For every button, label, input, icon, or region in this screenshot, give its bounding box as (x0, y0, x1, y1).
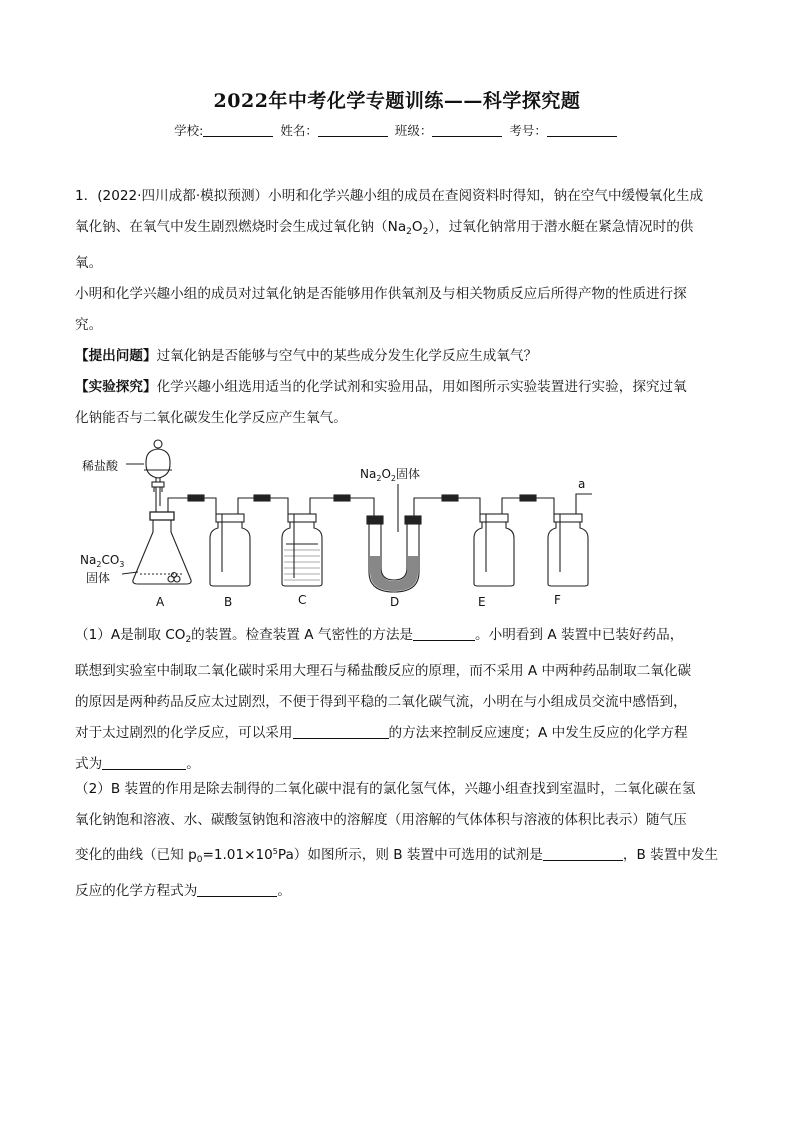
flask-A-stopper (150, 512, 174, 520)
q2-line-2: 氧化钠饱和溶液、水、碳酸氢钠饱和溶液中的溶解度（用溶解的气体体积与溶液的体积比表示）随气压 (75, 812, 687, 828)
intro-line-1: 1．(2022·四川成都·模拟预测）小明和化学兴趣小组的成员在查阅资料时得知，钠在空气中缓慢氧化生成 (75, 188, 704, 204)
q1-line-5: 式为 。 (75, 756, 200, 772)
answer-blank-equation-A[interactable] (102, 755, 186, 770)
utube-left-stopper (367, 516, 383, 524)
raise-question-tag: 【提出问题】 (75, 348, 157, 364)
label-hydrochloric-acid: 稀盐酸 (82, 459, 119, 473)
na2o2-solid (370, 556, 418, 591)
station-label-D: D (390, 595, 400, 609)
intro-line-5: 究。 (75, 317, 103, 333)
experiment-line-1: 【实验探究】化学兴趣小组选用适当的化学试剂和实验用品，用如图所示实验装置进行实验，探究过氧 (75, 379, 687, 395)
q2-line-4: 反应的化学方程式为 。 (75, 883, 291, 899)
exam-no-blank[interactable] (547, 123, 617, 137)
intro-line-3: 氧。 (75, 255, 103, 271)
bottle-C (282, 522, 322, 586)
intro-line-2: 氧化钠、在氧气中发生剧烈燃烧时会生成过氧化钠$(Na_2O_2)$，过氧化钠常用于潜水艇在紧急情况时的供 (75, 219, 694, 237)
label-na2o2: $Na_2O_2$固体 (360, 467, 420, 483)
station-label-E: E (478, 595, 486, 609)
raise-question: 【提出问题】过氧化钠是否能够与空气中的某些成分发生化学反应生成氧气？ (75, 348, 538, 364)
student-info-line (0, 121, 794, 139)
school-blank[interactable] (203, 123, 273, 137)
bottle-E-stopper (480, 514, 508, 522)
station-label-A: A (156, 595, 165, 609)
class-label: 班级： (394, 123, 433, 138)
station-label-F: F (554, 593, 561, 607)
bottle-B-stopper (216, 514, 244, 522)
q1-line-3: 的原因是两种药品反应太过剧烈，不便于得到平稳的二氧化碳气流，小明在与小组成员交流中感悟到， (75, 694, 687, 710)
sub-question-2 (75, 774, 721, 907)
name-blank[interactable] (318, 123, 388, 137)
label-outlet-a: a (578, 477, 586, 491)
outlet-tube-a (576, 494, 592, 514)
label-na2co3: $Na_2CO_3$ (80, 553, 125, 569)
question-intro (75, 181, 721, 434)
answer-blank-equation-B[interactable] (197, 882, 277, 897)
sub-question-1 (75, 620, 721, 780)
name-label: 姓名： (280, 123, 318, 138)
intro-line-4: 小明和化学兴趣小组的成员对过氧化钠是否能够用作供氧剂及与相关物质反应后所得产物的性质进行探 (75, 286, 687, 302)
q2-line-1: （2）B 装置的作用是除去制得的二氧化碳中混有的氯化氢气体，兴趣小组查找到室温时，二氧化碳在氢 (75, 781, 696, 797)
answer-blank-reagent-B[interactable] (543, 846, 623, 861)
experiment-tag: 【实验探究】 (75, 379, 157, 395)
funnel-stopcock (152, 482, 164, 487)
school-label: 学校: (174, 123, 204, 138)
q2-line-3: 变化的曲线（已知 $p_0=1.01\times 10^5Pa$）如图所示，则 B 装置中可选用的试剂是 ，B 装置中发生 (75, 847, 719, 865)
experiment-line-2: 化钠能否与二氧化碳发生化学反应产生氧气。 (75, 410, 347, 426)
page-title: 2022年中考化学专题训练——科学探究题 (213, 90, 581, 112)
label-solid: 固体 (86, 571, 111, 585)
bottle-B (210, 522, 250, 586)
class-blank[interactable] (432, 123, 502, 137)
bottle-F-stopper (554, 514, 582, 522)
q1-line-2: 联想到实验室中制取二氧化碳时采用大理石与稀盐酸反应的原理，而不采用 A 中两种药品制取二氧化碳 (75, 663, 692, 679)
utube-right-stopper (405, 516, 421, 524)
station-label-B: B (224, 595, 233, 609)
separatory-funnel (146, 449, 170, 478)
apparatus-diagram (78, 432, 598, 612)
funnel-stopper (154, 440, 162, 448)
answer-blank-airtightness[interactable] (413, 626, 475, 641)
bottle-C-stopper (288, 514, 316, 522)
bottle-E (474, 522, 514, 586)
bottle-F (548, 522, 588, 586)
q1-line-1: （1）A是制取 $CO_2$的装置。检查装置 A 气密性的方法是 。小明看到 A 装置中已装好药品， (75, 627, 684, 645)
answer-blank-control-method[interactable] (293, 724, 389, 739)
station-label-C: C (298, 593, 307, 607)
exam-no-label: 考号： (509, 123, 547, 138)
q1-line-4: 对于太过剧烈的化学反应，可以采用 的方法来控制反应速度；A 中发生反应的化学方程 (75, 725, 688, 741)
